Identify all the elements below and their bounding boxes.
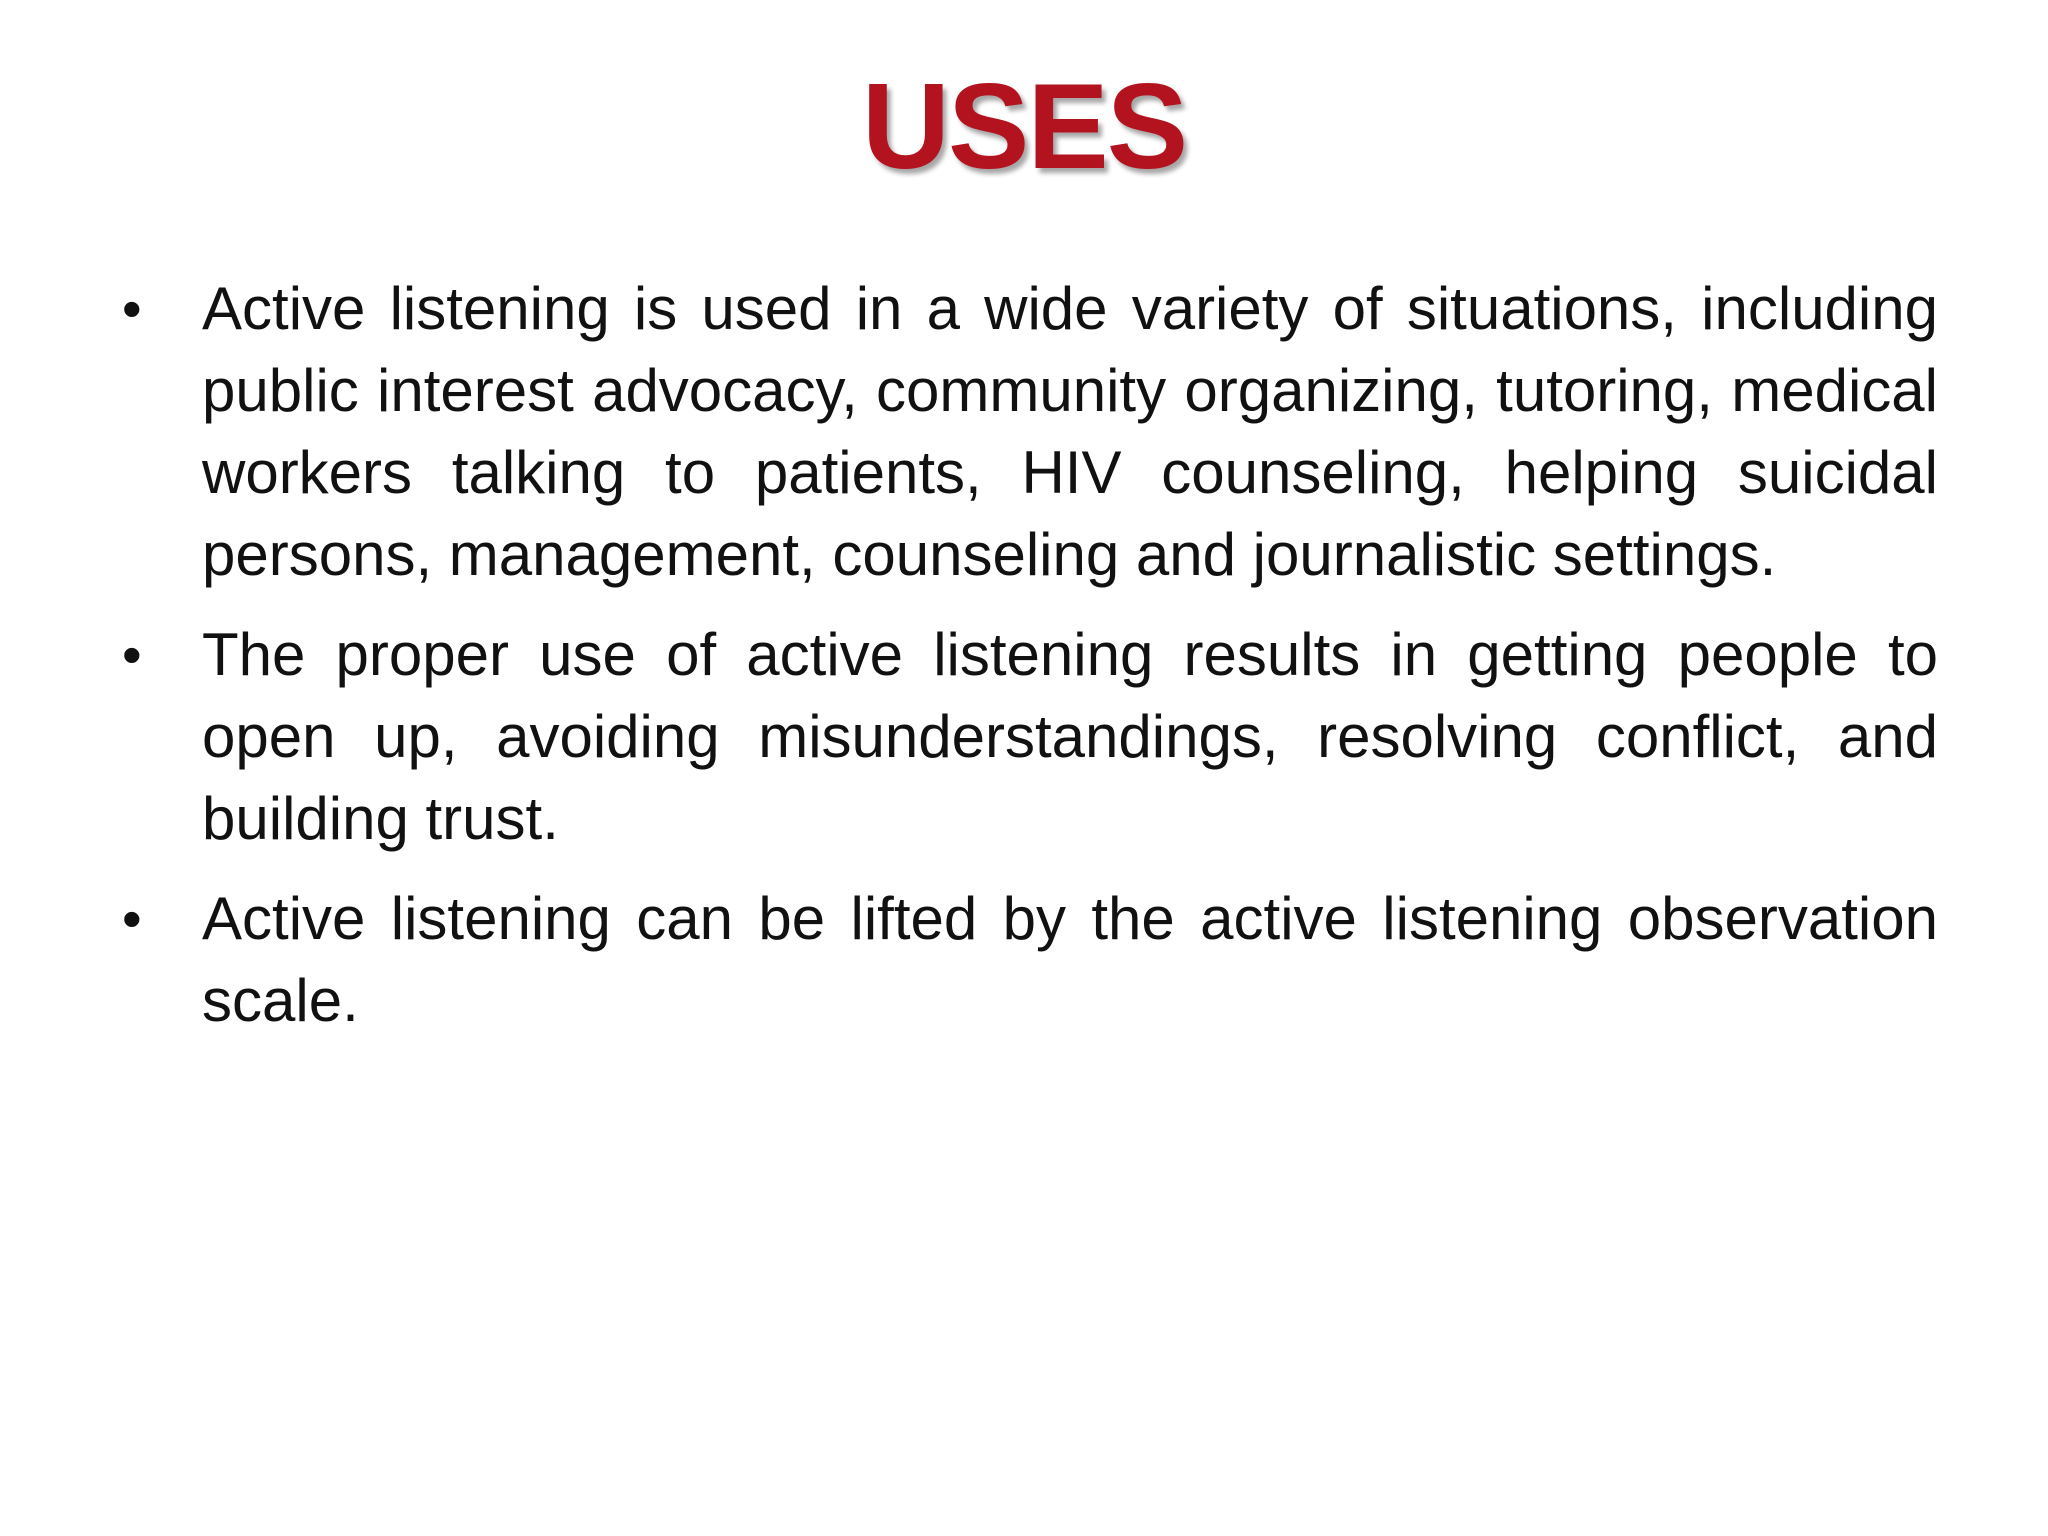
bullet-marker: • xyxy=(122,623,142,686)
bullet-marker: • xyxy=(122,277,142,340)
bullet-item xyxy=(118,878,1938,1042)
bullet-marker: • xyxy=(122,887,142,950)
slide-title: USES xyxy=(861,58,1187,194)
bullet-list xyxy=(118,268,1938,1060)
bullet-text: Active listening is used in a wide variety of situations, including public interest advocacy, community organizing, tutoring, medical workers talking to patients, HIV counseling, helping suicidal persons, management, counseling and journalistic settings. xyxy=(202,275,1938,588)
bullet-item xyxy=(118,614,1938,860)
bullet-text: The proper use of active listening results in getting people to open up, avoiding misunderstandings, resolving conflict, and building trust. xyxy=(202,621,1938,852)
bullet-text: Active listening can be lifted by the active listening observation scale. xyxy=(202,885,1938,1034)
bullet-item xyxy=(118,268,1938,596)
